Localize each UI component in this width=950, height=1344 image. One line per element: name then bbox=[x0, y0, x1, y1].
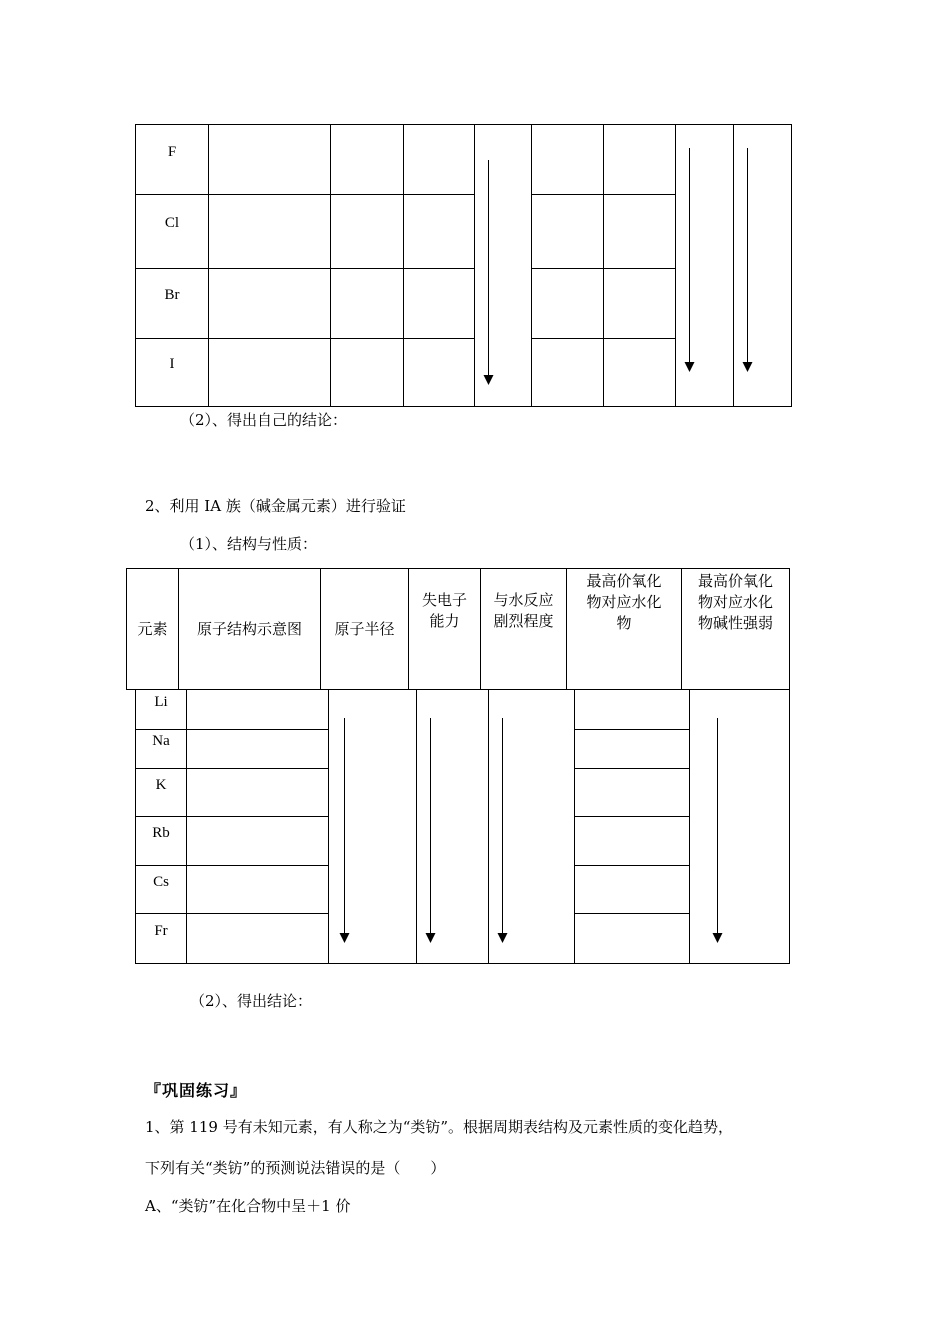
halogen-row-label: F bbox=[167, 144, 177, 160]
alkali-row-label: Li bbox=[154, 694, 168, 710]
header-element bbox=[127, 569, 178, 689]
header-water-line1: 与水反应 bbox=[493, 591, 554, 609]
header-lose-electron-line2: 能力 bbox=[429, 612, 460, 630]
header-lose-electron-line1: 失电子 bbox=[421, 591, 467, 609]
practice-heading: 『巩固练习』 bbox=[145, 1081, 248, 1100]
header-base-line3: 物碱性强弱 bbox=[697, 614, 773, 632]
halogen-row-label: I bbox=[169, 356, 175, 372]
section2-conclusion: （2）、得出结论： bbox=[190, 992, 313, 1010]
question-1-line-1: 1、第 119 号有未知元素，有人称之为“类钫”。根据周期表结构及元素性质的变化趋势， bbox=[145, 1118, 734, 1136]
header-element-text: 元素 bbox=[137, 619, 168, 638]
header-base-line1: 最高价氧化 bbox=[697, 572, 773, 590]
alkali-row-label: Fr bbox=[154, 923, 168, 939]
header-base-line2: 物对应水化 bbox=[697, 593, 773, 611]
halogen-row-label: Br bbox=[164, 287, 180, 303]
header-oxide-hydrate bbox=[567, 571, 681, 634]
section2-subtitle: （1）、结构与性质： bbox=[180, 535, 318, 553]
header-water-line2: 剧烈程度 bbox=[493, 612, 554, 630]
alkali-row-label: Na bbox=[152, 733, 170, 749]
alkali-row-label: Rb bbox=[152, 825, 170, 841]
header-water-reaction bbox=[481, 590, 566, 632]
section1-conclusion: （2）、得出自己的结论： bbox=[180, 411, 348, 429]
alkali-row-label: K bbox=[155, 777, 167, 793]
header-oxide-line3: 物 bbox=[616, 614, 632, 632]
section2-title: 2、利用 IA 族（碱金属元素）进行验证 bbox=[145, 497, 406, 515]
header-oxide-line2: 物对应水化 bbox=[586, 593, 662, 611]
header-oxide-line1: 最高价氧化 bbox=[586, 572, 662, 590]
header-radius bbox=[321, 569, 408, 689]
header-radius-text: 原子半径 bbox=[334, 619, 395, 638]
header-atom-diagram-text: 原子结构示意图 bbox=[196, 619, 302, 638]
option-a: A、“类钫”在化合物中呈＋1 价 bbox=[145, 1197, 351, 1215]
halogen-row-label: Cl bbox=[164, 215, 180, 231]
header-base-strength bbox=[682, 571, 789, 634]
alkali-row-label: Cs bbox=[153, 874, 169, 890]
header-lose-electron bbox=[409, 590, 480, 632]
question-1-line-2: 下列有关“类钫”的预测说法错误的是（ ） bbox=[145, 1159, 446, 1177]
header-atom-diagram bbox=[179, 569, 320, 689]
